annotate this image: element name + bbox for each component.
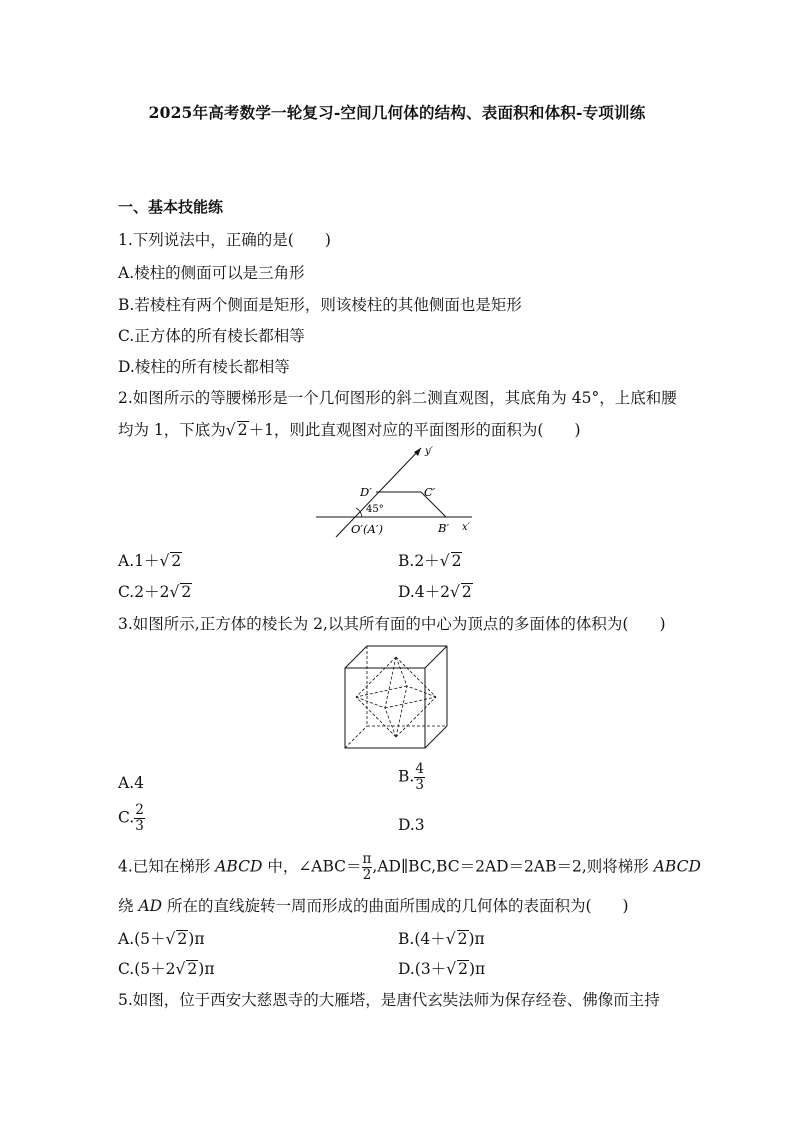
q2-option-c — [118, 580, 192, 602]
document-title: 2025年高考数学一轮复习-空间几何体的结构、表面积和体积-专项训练 — [148, 103, 646, 122]
sqrt-symbol: √ — [225, 421, 236, 439]
q4-option-c-pre: C.(5＋2 — [118, 960, 176, 978]
sqrt-symbol: √ — [159, 552, 170, 570]
label-d: D′ — [360, 485, 372, 499]
sqrt-symbol: √ — [445, 930, 456, 948]
q4-option-a-sqrt: 2 — [177, 930, 188, 948]
q4-option-c-sqrt: 2 — [187, 960, 198, 978]
q3-option-c-label: C. — [118, 808, 135, 827]
q3-option-c-fraction — [134, 803, 145, 834]
section-heading: 一、基本技能练 — [118, 198, 224, 216]
label-y-axis: y′ — [425, 446, 433, 457]
q3-option-c — [118, 803, 145, 834]
q4-option-a-post: )π — [188, 930, 205, 948]
q4-option-b-post: )π — [468, 930, 485, 948]
q4-text-1: 4.已知在梯形 — [118, 857, 216, 876]
q1-option-c: C.正方体的所有棱长都相等 — [118, 327, 305, 345]
q2-trapezoid-figure — [310, 440, 480, 540]
cube-edge-tr — [425, 646, 447, 668]
q2-option-b-sqrt: 2 — [451, 552, 462, 570]
q4-option-d-pre: D.(3＋ — [398, 960, 447, 978]
sqrt-symbol: √ — [450, 583, 460, 601]
q4-ad: AD — [138, 897, 163, 915]
q2-stem-line1: 2.如图所示的等腰梯形是一个几何图形的斜二测直观图，其底角为 45°，上底和腰 — [118, 389, 677, 407]
q2-option-c-sqrt: 2 — [181, 583, 192, 601]
q3-option-b — [398, 762, 425, 793]
fraction-denominator: 3 — [135, 817, 144, 834]
fraction-numerator: 2 — [135, 802, 144, 818]
q4-text-4: 绕 — [118, 897, 139, 915]
q1-option-a: A.棱柱的侧面可以是三角形 — [118, 264, 305, 282]
q4-option-c — [118, 957, 215, 979]
q2-option-b — [398, 549, 462, 571]
q2-stem-part2: ＋1，则此直观图对应的平面图形的面积为( ) — [248, 421, 581, 439]
sqrt-symbol: √ — [165, 930, 176, 948]
cube-hidden-diag — [345, 726, 367, 748]
q3-stem: 3.如图所示,正方体的棱长为 2,以其所有面的中心为顶点的多面体的体积为( ) — [118, 615, 666, 633]
q2-option-b-text: B.2＋ — [398, 552, 440, 570]
fraction-numerator: 4 — [415, 761, 424, 777]
q4-option-d-post: )π — [468, 960, 486, 978]
q4-option-b — [398, 927, 485, 949]
label-angle: 45° — [366, 504, 384, 515]
label-x-axis: x′ — [462, 522, 470, 533]
label-o-a: O′(A′) — [351, 522, 383, 536]
q5-stem: 5.如图，位于西安大慈恩寺的大雁塔，是唐代玄奘法师为保存经卷、佛像而主持 — [118, 991, 660, 1009]
q2-option-a-sqrt: 2 — [171, 552, 182, 570]
q1-option-b: B.若棱柱有两个侧面是矩形，则该棱柱的其他侧面也是矩形 — [118, 296, 522, 314]
q1-stem: 1.下列说法中，正确的是( ) — [118, 231, 331, 249]
q4-text-5: 所在的直线旋转一周而形成的曲面所围成的几何体的表面积为( ) — [162, 897, 629, 915]
octahedron — [356, 657, 436, 737]
q3-option-d: D.3 — [398, 816, 425, 834]
q4-angle-fraction — [362, 852, 373, 883]
cube-edge-tl — [345, 646, 367, 668]
q2-stem-part1: 均为 1，下底为 — [118, 421, 226, 439]
fraction-denominator: 2 — [362, 866, 372, 883]
q3-option-b-label: B. — [398, 767, 415, 786]
fraction-numerator: π — [362, 851, 372, 867]
q4-option-d — [398, 957, 485, 979]
sqrt-symbol: √ — [446, 960, 457, 978]
q4-text-2: 中，∠ABC＝ — [262, 857, 362, 876]
q4-option-b-sqrt: 2 — [457, 930, 468, 948]
q4-stem-line1 — [118, 852, 701, 883]
q4-option-a — [118, 927, 205, 949]
cube-edge-br — [425, 726, 447, 748]
label-c: C′ — [424, 485, 436, 499]
q2-sqrt-arg: 2 — [237, 421, 248, 439]
q4-option-c-post: )π — [198, 960, 215, 978]
q4-option-d-sqrt: 2 — [458, 960, 468, 978]
q2-option-d-text: D.4＋2 — [398, 583, 451, 601]
q3-option-a: A.4 — [118, 774, 144, 792]
q3-cube-figure — [340, 643, 450, 753]
q2-option-d — [398, 580, 473, 602]
q2-stem-line2 — [118, 418, 581, 440]
label-b: B′ — [438, 521, 450, 535]
sqrt-symbol: √ — [439, 552, 450, 570]
q2-option-a — [118, 549, 182, 571]
sqrt-symbol: √ — [175, 960, 186, 978]
q4-stem-line2 — [118, 894, 629, 916]
q4-option-a-pre: A.(5＋ — [118, 930, 166, 948]
fraction-denominator: 3 — [415, 776, 424, 793]
q4-abcd-2: ABCD — [653, 857, 701, 876]
q3-option-b-fraction — [414, 762, 425, 793]
q4-abcd: ABCD — [215, 857, 263, 876]
sqrt-symbol: √ — [169, 583, 180, 601]
q4-text-3: ,AD∥BC,BC＝2AD＝2AB＝2,则将梯形 — [372, 857, 654, 876]
q4-option-b-pre: B.(4＋ — [398, 930, 446, 948]
q2-option-a-text: A.1＋ — [118, 552, 160, 570]
q2-option-d-sqrt: 2 — [461, 583, 472, 601]
q1-option-d: D.棱柱的所有棱长都相等 — [118, 358, 290, 376]
q2-option-c-text: C.2＋2 — [118, 583, 170, 601]
